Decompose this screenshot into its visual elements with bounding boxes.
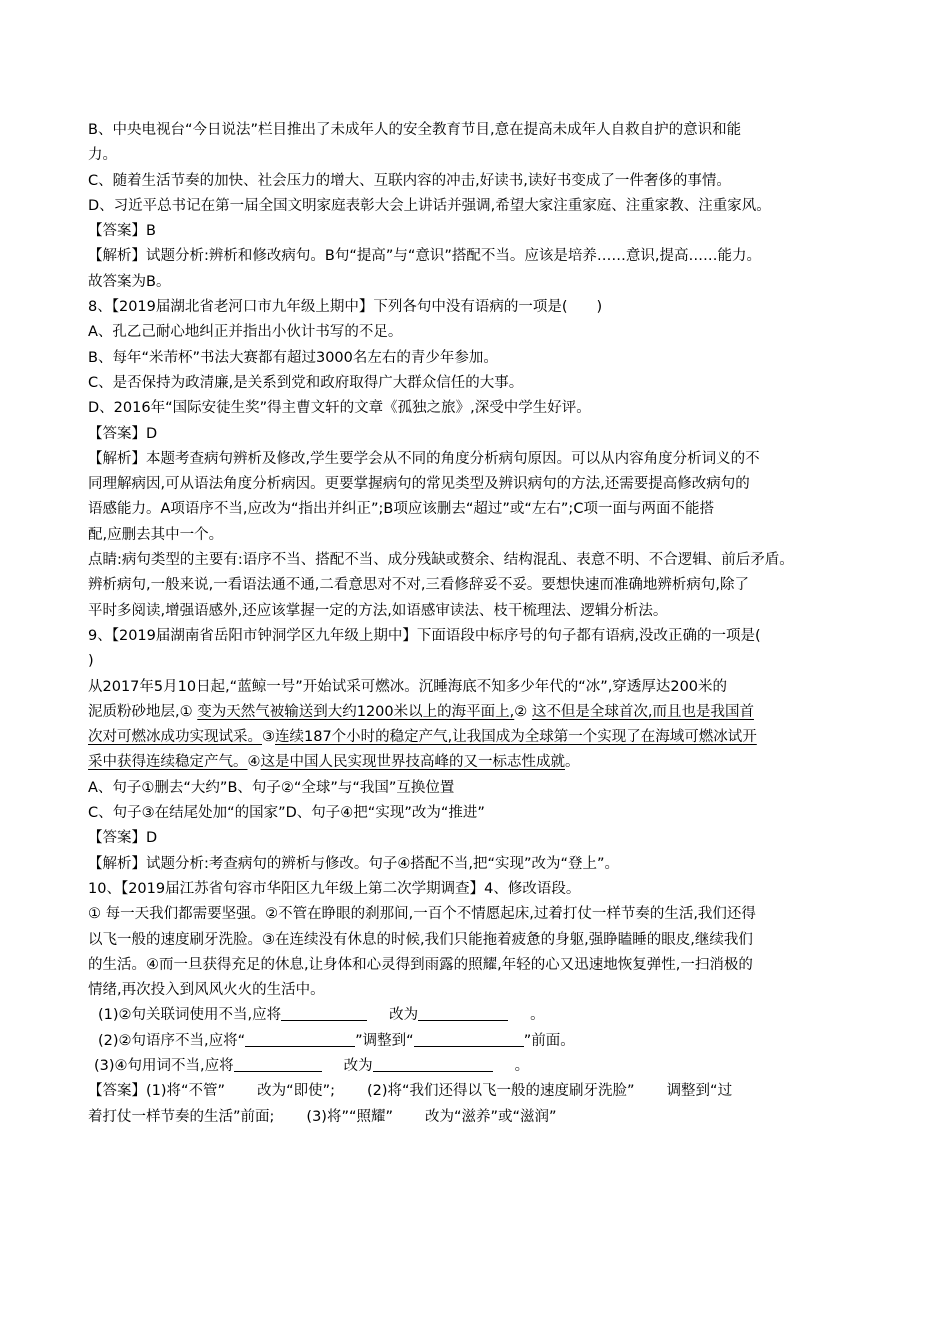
option-d-line: D、习近平总书记在第一届全国文明家庭表彰大会上讲话并强调,希望大家注重家庭、注重家教、注重家风。 bbox=[88, 197, 771, 214]
fill-blank[interactable] bbox=[234, 1057, 322, 1072]
analysis-line: 故答案为B。 bbox=[88, 273, 171, 290]
sentence-3-cont: 采中获得连续稳定产气。 bbox=[88, 754, 248, 771]
sub-question-text: 。 bbox=[514, 1057, 530, 1074]
fill-blank[interactable] bbox=[414, 1032, 524, 1047]
sub-question-text: 改为 bbox=[389, 1007, 419, 1024]
option-b-line: B、中央电视台“今日说法”栏目推出了未成年人的安全教育节目,意在提高未成年人自救自护的意识和能 bbox=[88, 122, 742, 138]
passage-line: 的生活。④而一旦获得充足的休息,让身体和心灵得到雨露的照耀,年轻的心又迅速地恢复弹性,一扫消极的 bbox=[88, 956, 753, 973]
fill-blank[interactable] bbox=[418, 1006, 508, 1021]
fill-blank[interactable] bbox=[281, 1006, 367, 1021]
answer-text: (3)将”“照耀” bbox=[306, 1108, 393, 1125]
option-c-line: C、随着生活节奏的加快、社会压力的增大、互联内容的冲击,好读书,读好书变成了一件奢侈的事情。 bbox=[88, 172, 731, 189]
sub-question-text: ”前面。 bbox=[523, 1032, 575, 1049]
answer-text: (2)将“我们还得以飞一般的速度刷牙洗脸” bbox=[367, 1083, 635, 1100]
passage-line bbox=[88, 700, 866, 725]
sentence-4: 这是中国人民实现世界技高峰的又一标志性成就 bbox=[260, 754, 565, 771]
answer-text: 着打仗一样节奏的生活”前面; bbox=[88, 1108, 275, 1125]
fill-blank[interactable] bbox=[373, 1057, 493, 1072]
sub-question-3 bbox=[88, 1054, 866, 1079]
tip-line: 辨析病句,一般来说,一看语法通不通,二看意思对不对,三看修辞妥不妥。要想快速而准确地辨析病句,除了 bbox=[88, 577, 750, 594]
option-d-line: D、2016年“国际安徒生奖”得主曹文轩的文章《孤独之旅》,深受中学生好评。 bbox=[88, 400, 591, 417]
tip-line: 点睛:病句类型的主要有:语序不当、搭配不当、成分残缺或赘余、结构混乱、表意不明、不合逻辑、前后矛盾。 bbox=[88, 552, 794, 569]
sub-question-text: 。 bbox=[530, 1007, 545, 1024]
sentence-2: 这不但是全球首次,而且也是我国首 bbox=[531, 703, 754, 720]
analysis-line: 语感能力。A项语序不当,应改为“指出并纠正”;B项应该删去“超过”或“左右”;C项一面与两面不能搭 bbox=[88, 501, 714, 518]
fill-blank[interactable] bbox=[245, 1032, 355, 1047]
tip-line: 平时多阅读,增强语感外,还应该掌握一定的方法,如语感审读法、枝干梳理法、逻辑分析法。 bbox=[88, 602, 668, 619]
sub-question-text: (1)②句关联词使用不当,应将 bbox=[98, 1007, 282, 1024]
analysis-line: 同理解病因,可从语法角度分析病因。更要掌握病句的常见类型及辨识病句的方法,还需要提高修改病句的 bbox=[88, 476, 750, 493]
answer-text: 改为“滋养”或“滋润” bbox=[424, 1108, 557, 1125]
question-10-title: 10、【2019届江苏省句容市华阳区九年级上第二次学期调查】4、修改语段。 bbox=[88, 880, 581, 897]
option-b-line-cont: 力。 bbox=[88, 147, 117, 164]
answer-label: 【答案】D bbox=[88, 830, 158, 847]
analysis-line: 配,应删去其中一个。 bbox=[88, 526, 224, 543]
sentence-2-cont: 次对可燃冰成功实现试采。 bbox=[88, 729, 262, 746]
options-cd-line: C、句子③在结尾处加“的国家”D、句子④把“实现”改为“推进” bbox=[88, 805, 485, 822]
sentence-3-number: ③ bbox=[262, 729, 275, 746]
option-b-line: B、每年“米芾杯”书法大赛都有超过3000名左右的青少年参加。 bbox=[88, 349, 498, 366]
passage-line: 从2017年5月10日起,“蓝鲸一号”开始试采可燃冰。沉睡海底不知多少年代的“冰”,穿透厚达200米的 bbox=[88, 678, 728, 695]
answer-text: 【答案】(1)将“不管” bbox=[88, 1083, 226, 1100]
sub-question-2 bbox=[88, 1029, 866, 1054]
sentence-2-number: ② bbox=[514, 703, 532, 720]
answer-line bbox=[88, 1105, 866, 1130]
answer-text: 改为“即使”; bbox=[257, 1083, 335, 1100]
passage-line: 情绪,再次投入到风风火火的生活中。 bbox=[88, 982, 325, 999]
sub-question-1 bbox=[88, 1003, 866, 1028]
answer-text: 调整到“过 bbox=[666, 1083, 733, 1100]
question-9-title-cont: ) bbox=[88, 653, 94, 670]
question-8-title: 8、【2019届湖北省老河口市九年级上期中】下列各句中没有语病的一项是( ) bbox=[88, 299, 603, 316]
passage-line: 以飞一般的速度刷牙洗脸。③在连续没有休息的时候,我们只能拖着疲惫的身躯,强睁瞌睡的眼皮,继续我们 bbox=[88, 931, 753, 948]
sentence-1: 变为天然气被输送到大约1200米以上的海平面上, bbox=[197, 703, 515, 720]
sub-question-text: ”调整到“ bbox=[355, 1032, 414, 1049]
question-9-title: 9、【2019届湖南省岳阳市钟洞学区九年级上期中】下面语段中标序号的句子都有语病,没改正确的一项是( bbox=[88, 627, 761, 644]
sub-question-text: (3)④句用词不当,应将 bbox=[94, 1057, 234, 1074]
sub-question-text: 改为 bbox=[343, 1057, 373, 1074]
passage-line bbox=[88, 750, 866, 775]
passage-line: ① 每一天我们都需要坚强。②不管在睁眼的刹那间,一百个不情愿起床,过着打仗一样节奏的生活,我们还得 bbox=[88, 906, 756, 923]
analysis-line: 【解析】试题分析:考查病句的辨析与修改。句子④搭配不当,把“实现”改为“登上”。 bbox=[88, 855, 620, 872]
options-ab-line: A、句子①删去“大约”B、句子②“全球”与“我国”互换位置 bbox=[88, 779, 455, 796]
answer-line bbox=[88, 1079, 866, 1104]
answer-label: 【答案】D bbox=[88, 425, 158, 442]
option-a-line: A、孔乙己耐心地纠正并指出小伙计书写的不足。 bbox=[88, 324, 403, 341]
passage-text: 泥质粉砂地层,① bbox=[88, 703, 198, 720]
passage-end: 。 bbox=[565, 754, 580, 771]
option-c-line: C、是否保持为政清廉,是关系到党和政府取得广大群众信任的大事。 bbox=[88, 374, 524, 391]
sub-question-text: (2)②句语序不当,应将“ bbox=[98, 1032, 246, 1049]
analysis-line: 【解析】本题考查病句辨析及修改,学生要学会从不同的角度分析病句原因。可以从内容角度分析词义的不 bbox=[88, 450, 760, 467]
analysis-line: 【解析】试题分析:辨析和修改病句。B句“提高”与“意识”搭配不当。应该是培养……意识,提高……能力。 bbox=[88, 248, 761, 265]
sentence-3: 连续187个小时的稳定产气,让我国成为全球第一个实现了在海域可燃冰试开 bbox=[275, 729, 757, 746]
answer-label: 【答案】B bbox=[88, 223, 156, 240]
sentence-4-number: ④ bbox=[247, 754, 261, 771]
passage-line bbox=[88, 725, 866, 750]
